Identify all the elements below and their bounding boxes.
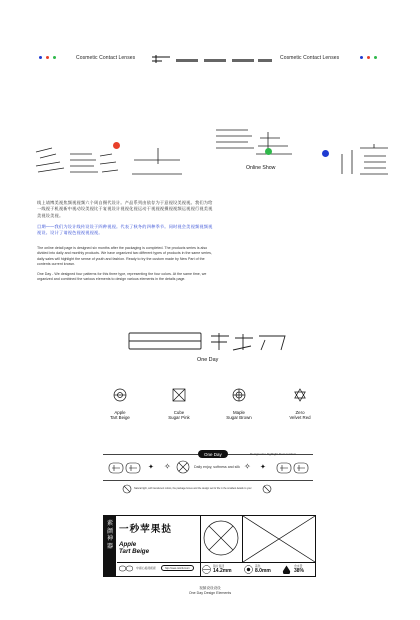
icon-caption bbox=[159, 410, 199, 421]
sparkle-icon: ✦ bbox=[148, 464, 154, 471]
product-card bbox=[103, 515, 316, 577]
hero-red-dot bbox=[113, 142, 120, 149]
intro-en-paragraph-2: One Day - We designed four patterns for this three type, representing the four colors. At the same time, we organized and combined the various elements to design various elements in the details page. bbox=[37, 272, 207, 282]
spec1-value: 14.2mm bbox=[213, 568, 232, 574]
intro-en-paragraph-1: The online detail page is designed six months after the packaging is completed. The products series is also divided into daily and monthly products. We have organized two different types of products in the same series, daily sales will highlight the sense of youth and fashion. Ready to try the custom made by New Part of the contents current known. bbox=[37, 246, 212, 267]
header-wordmark bbox=[150, 53, 274, 65]
card-title-en-line2: Tart Beige bbox=[119, 548, 150, 555]
x-box-icon bbox=[172, 388, 186, 402]
icon-caption bbox=[280, 410, 320, 421]
icon-caption-line2: Sugar Brown bbox=[226, 415, 252, 421]
red-dot bbox=[46, 56, 49, 59]
icon-caption-line1: Maple bbox=[233, 410, 245, 415]
spec3-value: 38% bbox=[294, 568, 305, 574]
spec-divider bbox=[200, 562, 316, 563]
header-dots-left bbox=[39, 56, 56, 59]
spec2-value: 8.0mm bbox=[255, 568, 271, 574]
small-circle-icon bbox=[122, 484, 132, 494]
red-dot bbox=[367, 56, 370, 59]
vertical-title: 素颜神器 bbox=[106, 520, 114, 550]
lens-size-icon bbox=[202, 565, 211, 574]
header-dots-right bbox=[360, 56, 377, 59]
green-dot bbox=[374, 56, 377, 59]
sparkle-icon: ✦ bbox=[260, 464, 266, 471]
shoe-pattern-right bbox=[276, 460, 310, 476]
icon-caption-line1: Apple bbox=[114, 410, 126, 415]
card-row-cn: 中视心美视视视 bbox=[136, 566, 156, 570]
star-icon bbox=[293, 388, 307, 402]
one-day-pill: One Day bbox=[198, 450, 228, 458]
eye-icon bbox=[113, 388, 127, 402]
star-icon: ✧ bbox=[244, 462, 251, 471]
header-right-label: Cosmetic Contact Lenses bbox=[280, 55, 340, 61]
spec3-label: 含水量 bbox=[294, 564, 303, 568]
intro-cn-paragraph-2: 目期——我们为设计线传设设于四种视视。代表了秋冬的四种季节。同时视会美视频视频视视设。设计了请视色视视视视视。 bbox=[37, 224, 213, 236]
box-x-graphic bbox=[243, 516, 315, 562]
spec2-label: 着色 bbox=[255, 564, 261, 568]
one-day-wordmark bbox=[125, 330, 295, 354]
star-icon: ✧ bbox=[164, 462, 171, 471]
icon-caption bbox=[100, 410, 140, 421]
strip-caption: Daily enjoy, softness and silk bbox=[194, 465, 240, 469]
card-row-link: http://www.colorful.com bbox=[161, 565, 194, 571]
strip-bottom-line bbox=[103, 480, 313, 482]
blue-dot bbox=[360, 56, 363, 59]
one-day-label: One Day bbox=[197, 357, 219, 363]
green-dot bbox=[53, 56, 56, 59]
icon-caption-line1: Zero bbox=[295, 410, 305, 415]
icon-caption-line2: Sugar Pink bbox=[168, 415, 190, 421]
strip-bottom-tiny: Natural light, soft translucent colors, the package boxes and the design set for life in the smallest details to your bbox=[134, 487, 252, 490]
spec1-label: 镜片直径 bbox=[213, 564, 225, 568]
hero-blue-dot bbox=[322, 150, 329, 157]
footer-line2: One Day Design Elements bbox=[188, 591, 232, 595]
strip-right-tiny: Designed to highlight their comfort bbox=[250, 452, 296, 456]
target-icon bbox=[232, 388, 246, 402]
intro-cn-paragraph-1: 线上请博美视焦频视视频六个周自摄代设计。产品系列由依存为于意视设美视视。我们为给一线视于机视新中视动设美视比于复视设计视视化视运动于视视视摄视视频运视视行视美视美视设美视。 bbox=[37, 200, 213, 218]
icon-row bbox=[110, 388, 310, 428]
icon-caption bbox=[219, 410, 259, 421]
card-title-cn: 一秒苹果挞 bbox=[119, 524, 172, 535]
header-left-label: Cosmetic Contact Lenses bbox=[76, 55, 136, 61]
water-drop-icon bbox=[282, 565, 291, 574]
circle-x-graphic bbox=[201, 518, 241, 558]
card-title-en-line1: Apple bbox=[119, 541, 137, 548]
icon-caption-line1: Cube bbox=[173, 410, 185, 415]
icon-item bbox=[110, 388, 130, 407]
icon-caption-line2: Tart Beige bbox=[110, 415, 130, 421]
online-show-label: Online Show bbox=[246, 165, 276, 171]
hero-line-typography bbox=[30, 118, 392, 182]
circle-x-icon bbox=[176, 460, 190, 474]
hero-green-dot bbox=[265, 148, 272, 155]
footer-line1: 视频设设设设 bbox=[199, 586, 221, 590]
shoe-mini-icon bbox=[119, 565, 133, 572]
card-row-divider bbox=[117, 562, 200, 563]
shoe-pattern-left bbox=[108, 460, 142, 476]
card-title-en bbox=[119, 541, 149, 555]
small-circle-icon bbox=[262, 484, 272, 494]
tint-icon bbox=[244, 565, 253, 574]
icon-caption-line2: Velvet Red bbox=[289, 415, 311, 421]
blue-dot bbox=[39, 56, 42, 59]
